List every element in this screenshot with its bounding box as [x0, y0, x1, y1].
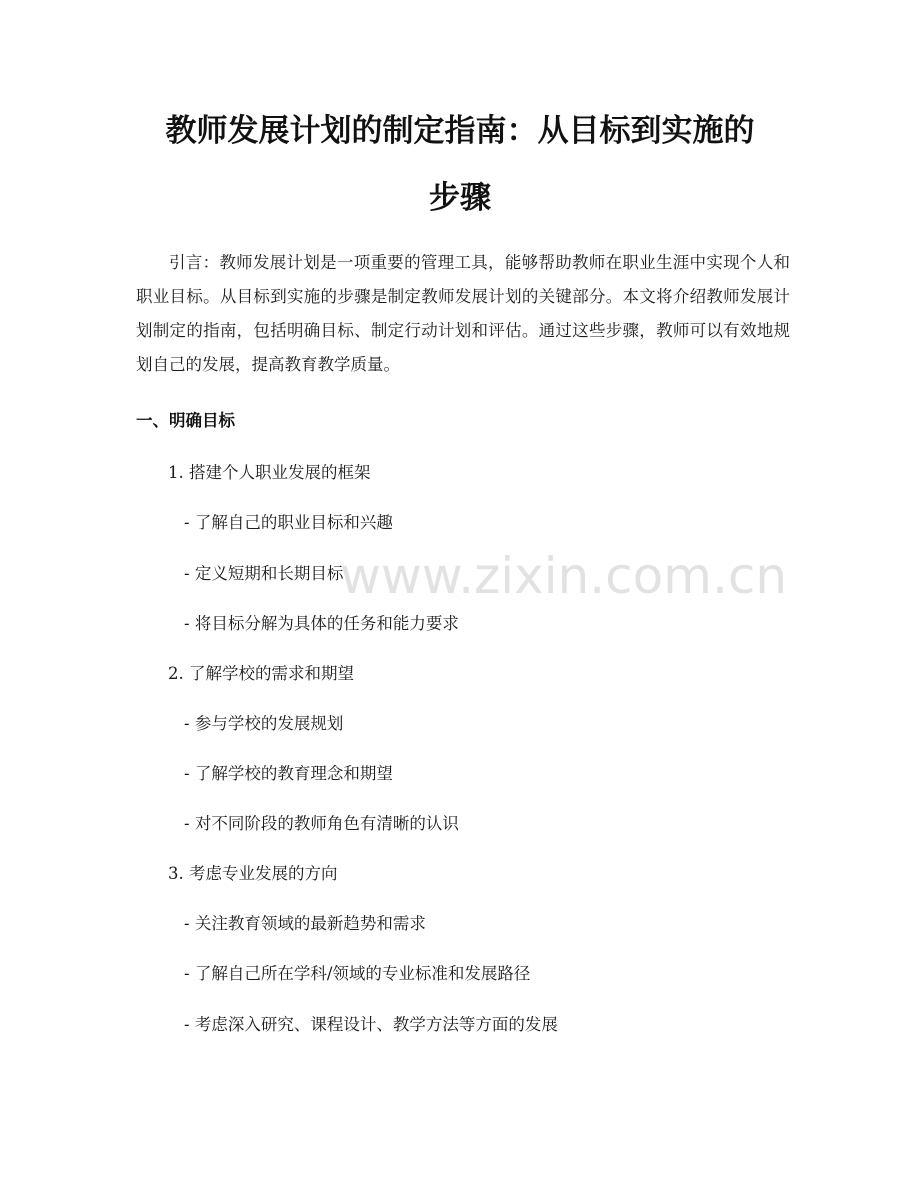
sub-item-1-2: - 定义短期和长期目标	[184, 564, 344, 583]
section-heading-goals: 一、明确目标	[136, 411, 235, 430]
sub-item-3-3: - 考虑深入研究、课程设计、教学方法等方面的发展	[184, 1015, 558, 1034]
title-line-1: 教师发展计划的制定指南：从目标到实施的	[165, 113, 755, 149]
document-title	[120, 98, 800, 232]
sub-item-2-2: - 了解学校的教育理念和期望	[184, 764, 393, 783]
watermark-text: www.zixin.com.cn	[340, 547, 788, 605]
sub-item-3-2: - 了解自己所在学科/领域的专业标准和发展路径	[184, 964, 531, 983]
sub-item-1-1: - 了解自己的职业目标和兴趣	[184, 513, 393, 532]
list-item-1: 1. 搭建个人职业发展的框架	[168, 463, 371, 482]
sub-item-1-3: - 将目标分解为具体的任务和能力要求	[184, 614, 459, 633]
title-line-2: 步骤	[429, 180, 491, 216]
list-item-2: 2. 了解学校的需求和期望	[168, 664, 354, 683]
list-item-3: 3. 考虑专业发展的方向	[168, 864, 338, 883]
sub-item-3-1: - 关注教育领域的最新趋势和需求	[184, 914, 426, 933]
sub-item-2-1: - 参与学校的发展规划	[184, 714, 344, 733]
intro-paragraph: 引言：教师发展计划是一项重要的管理工具，能够帮助教师在职业生涯中实现个人和职业目标。从目标到实施的步骤是制定教师发展计划的关键部分。本文将介绍教师发展计划制定的指南，包括明确目标、制定行动计划和评估。通过这些步骤，教师可以有效地规划自己的发展，提高教育教学质量。	[136, 253, 790, 374]
sub-item-2-3: - 对不同阶段的教师角色有清晰的认识	[184, 814, 459, 833]
